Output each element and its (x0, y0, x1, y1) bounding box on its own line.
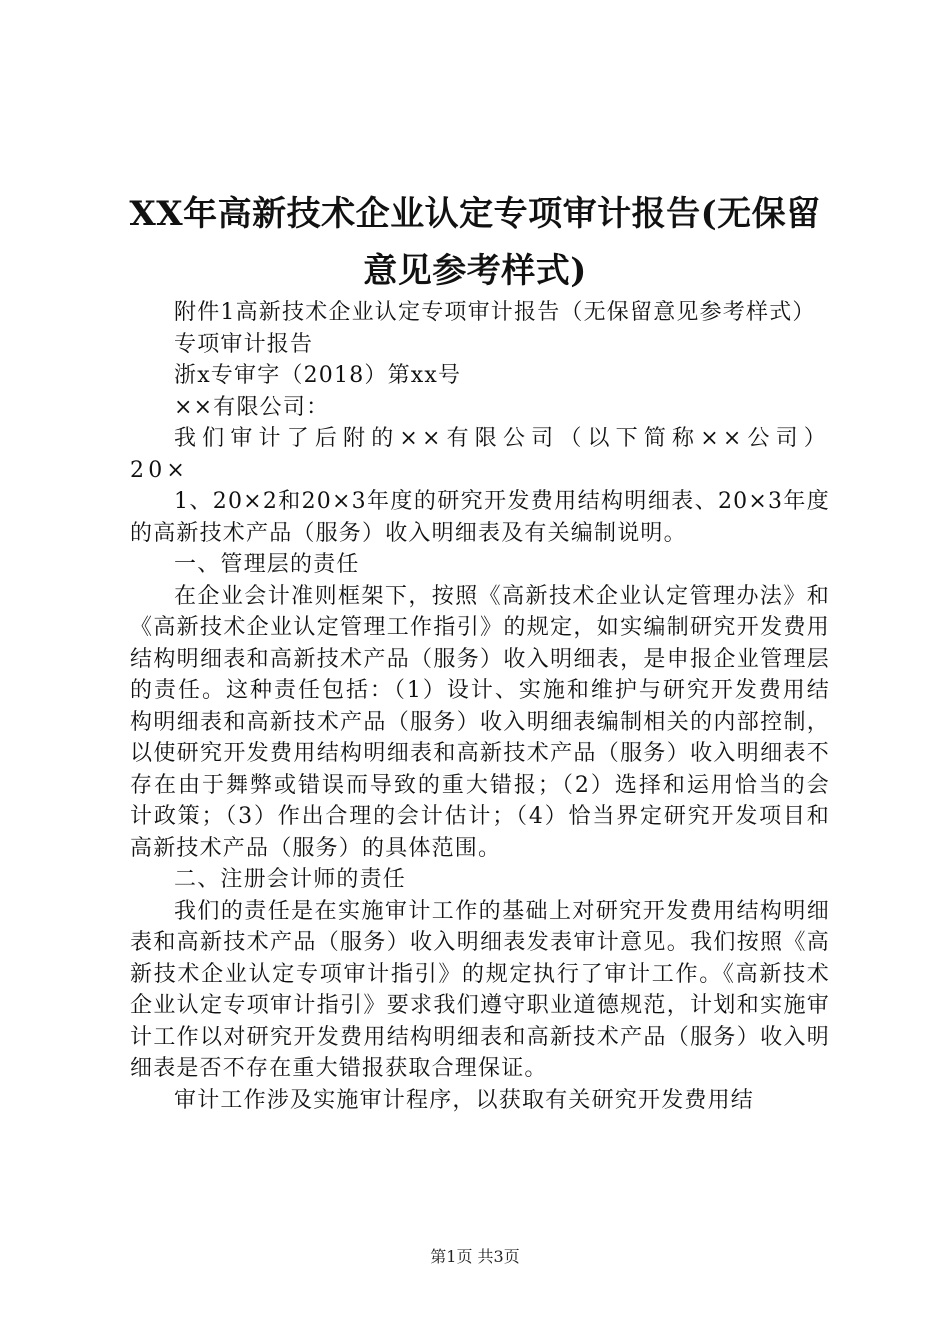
title-line-1: XX年高新技术企业认定专项审计报告(无保留 (129, 194, 821, 234)
addressee: ××有限公司： (174, 394, 330, 420)
section-heading-cpa: 二、注册会计师的责任 (174, 867, 407, 892)
attachment-caption: 附件1高新技术企业认定专项审计报告（无保留意见参考样式） (174, 300, 816, 325)
audit-procedure-paragraph: 审计工作涉及实施审计程序，以获取有关研究开发费用结 (174, 1087, 755, 1113)
intro-paragraph: 我们审计了后附的××有限公司（以下简称××公司）20× (130, 426, 830, 483)
management-responsibility-paragraph: 在企业会计准则框架下，按照《高新技术企业认定管理办法》和《高新技术企业认定管理工作指引》的规定，如实编制研究开发费用结构明细表和高新技术产品（服务）收入明细表，是申报企业管理层的责任。这种责任包括：（1）设计、实施和维护与研究开发费用结构明细表和高新技术产品（服务）收入明细表编制相关的内部控制，以使研究开发费用结构明细表和高新技术产品（服务）收入明细表不存在由于舞弊或错误而导致的重大错报；（2）选择和运用恰当的会计政策；（3）作出合理的会计估计；（4）恰当界定研究开发项目和高新技术产品（服务）的具体范围。 (130, 583, 830, 861)
report-heading: 专项审计报告 (174, 331, 314, 357)
section-heading-management: 一、管理层的责任 (174, 552, 360, 577)
page-number: 第1页 共3页 (430, 1247, 520, 1266)
report-number: 浙x专审字（2018）第xx号 (174, 363, 462, 388)
document-body (130, 297, 830, 1116)
cpa-responsibility-paragraph: 我们的责任是在实施审计工作的基础上对研究开发费用结构明细表和高新技术产品（服务）收入明细表发表审计意见。我们按照《高新技术企业认定专项审计指引》的规定执行了审计工作。《高新技术企业认定专项审计指引》要求我们遵守职业道德规范，计划和实施审计工作以对研究开发费用结构明细表和高新技术产品（服务）收入明细表是否不存在重大错报获取合理保证。 (130, 898, 830, 1081)
scope-paragraph: 1、20×2和20×3年度的研究开发费用结构明细表、20×3年度的高新技术产品（服务）收入明细表及有关编制说明。 (130, 489, 830, 546)
title-line-2: 意见参考样式) (363, 251, 587, 291)
document-title (120, 186, 830, 300)
page-footer (0, 1247, 950, 1267)
